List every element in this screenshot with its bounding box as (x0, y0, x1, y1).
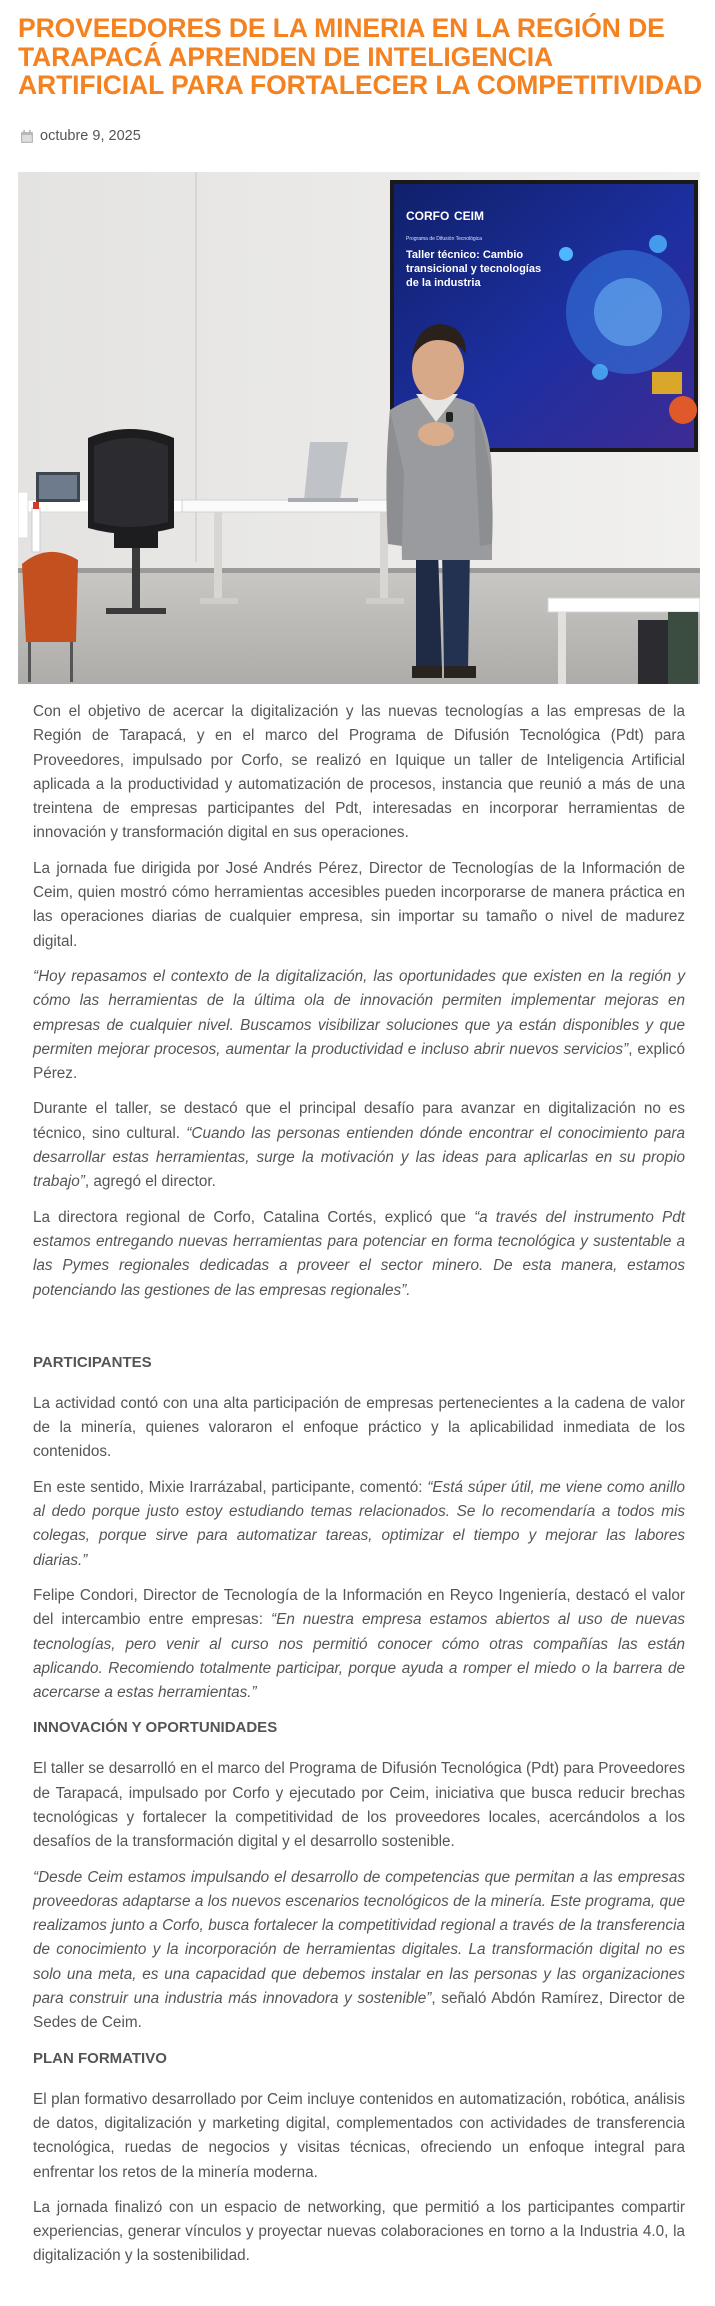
article-paragraph: Durante el taller, se destacó que el principal desafío para avanzar en digitalización no es técnico, sino cultural. “Cuando las personas entienden dónde encontrar el conocimiento para desarrollar estas herramientas, surge la motivación y las ideas para aplicarlas en su propio trabajo”, agregó el director. (33, 1100, 685, 1191)
article-paragraph: En este sentido, Mixie Irarrázabal, participante, comentó: “Está súper útil, me viene como anillo al dedo porque justo estoy estudiando temas relacionados. Se lo recomendaría a todos mis colegas, porque sirve para automatizar tareas, optimizar el tiempo y mejorar las labores diarias.” (33, 1478, 685, 1569)
section-heading-plan-formativo: PLAN FORMATIVO (33, 2049, 167, 2067)
post-date-text: octubre 9, 2025 (40, 128, 141, 144)
article-paragraph: Felipe Condori, Director de Tecnología de la Información en Reyco Ingeniería, destacó el valor del intercambio entre empresas: “En nuestra empresa estamos abiertos al uso de nuevas tecnologías, pero venir al curso nos permitió conocer cómo otras compañías las están aplicando. Recomiendo totalmente participar, porque ayuda a romper el miedo o la barrera de acercarse a estas herramientas.” (33, 1586, 685, 1702)
article-paragraph: La jornada finalizó con un espacio de networking, que permitió a los participantes compartir experiencias, generar vínculos y proyectar nuevas colaboraciones en torno a la Industria 4.0, la digitalización y la sostenibilidad. (33, 2198, 685, 2265)
article-paragraph: La jornada fue dirigida por José Andrés Pérez, Director de Tecnologías de la Información de Ceim, quien mostró cómo herramientas accesibles pueden incorporarse de manera práctica en las operaciones diarias de cualquier empresa, sin importar su tamaño o nivel de madurez digital. (33, 859, 685, 950)
article-quote-paragraph: “Desde Ceim estamos impulsando el desarrollo de competencias que permitan a las empresas proveedoras adaptarse a los nuevos escenarios tecnológicos de la minería. Este programa, que realizamos junto a Corfo, busca fortalecer la competitividad regional a través de la transferencia de conocimiento y la incorporación de herramientas digitales. La transformación digital no es solo una meta, es una capacidad que debemos instalar en las personas y las organizaciones para construir una industria más innovadora y sostenible”, señaló Abdón Ramírez, Director de Sedes de Ceim. (33, 1868, 685, 2032)
article-paragraph: El taller se desarrolló en el marco del Programa de Difusión Tecnológica (Pdt) para Proveedores de Tarapacá, impulsado por Corfo y ejecutado por Ceim, iniciativa que busca reducir brechas tecnológicas y fortalecer la competitividad de los proveedores locales, acercándolos a los desafíos de la transformación digital y el desarrollo sostenible. (33, 1760, 685, 1851)
article-paragraph: La actividad contó con una alta participación de empresas pertenecientes a la cadena de valor de la minería, quienes valoraron el enfoque práctico y la aplicabilidad inmediata de los contenidos. (33, 1394, 685, 1461)
screen-line-1: Taller técnico: Cambio (406, 249, 524, 261)
section-heading-participantes: PARTICIPANTES (33, 1353, 152, 1371)
screen-line-2: transicional y tecnologías (406, 263, 542, 275)
calendar-icon (21, 130, 33, 143)
article-paragraph: Con el objetivo de acercar la digitalización y las nuevas tecnologías a las empresas de la Región de Tarapacá, y en el marco del Programa de Difusión Tecnológica (Pdt) para Proveedores, impulsado por Corfo, se realizó en Iquique un taller de Inteligencia Artificial aplicada a la productividad y automatización de procesos, instancia que reunió a más de una treintena de empresas participantes del Pdt, interesadas en incorporar herramientas de innovación y transformación digital en sus operaciones. (33, 703, 685, 842)
screen-brand-corfo: CORFO (406, 209, 450, 223)
post-date (21, 127, 141, 145)
article-hero-image (18, 172, 700, 684)
screen-brand-ceim: CEIM (454, 209, 484, 223)
article-paragraph: El plan formativo desarrollado por Ceim incluye contenidos en automatización, robótica, análisis de datos, digitalización y marketing digital, complementados con actividades de transferencia tecnológica, ruedas de negocios y visitas técnicas, ofreciendo un enfoque integral para enfrentar los retos de la minería moderna. (33, 2090, 685, 2181)
article-body (33, 700, 685, 2280)
section-heading-innovacion: INNOVACIÓN Y OPORTUNIDADES (33, 1719, 278, 1737)
article-quote-paragraph: “Hoy repasamos el contexto de la digitalización, las oportunidades que existen en la región y cómo las herramientas de la última ola de innovación permiten implementar mejoras en empresas de cualquier nivel. Buscamos visibilizar soluciones que ya están disponibles y que permiten mejorar procesos, aumentar la productividad e incluso abrir nuevos servicios”, explicó Pérez. (33, 967, 685, 1083)
screen-program-text: Programa de Difusión Tecnológica (406, 236, 483, 242)
article-title: PROVEEDORES DE LA MINERIA EN LA REGIÓN DE TARAPACÁ APRENDEN DE INTELIGENCIA ARTIFICIAL PARA FORTALECER LA COMPETITIVIDAD (18, 13, 703, 100)
article-paragraph: La directora regional de Corfo, Catalina Cortés, explicó que “a través del instrumento Pdt estamos entregando nuevas herramientas para potenciar en forma tecnológica y sustentable a las Pymes regionales dedicadas a proveer el sector minero. De esta manera, estamos potenciando las gestiones de las empresas regionales”. (33, 1208, 685, 1299)
screen-line-3: de la industria (406, 277, 481, 289)
